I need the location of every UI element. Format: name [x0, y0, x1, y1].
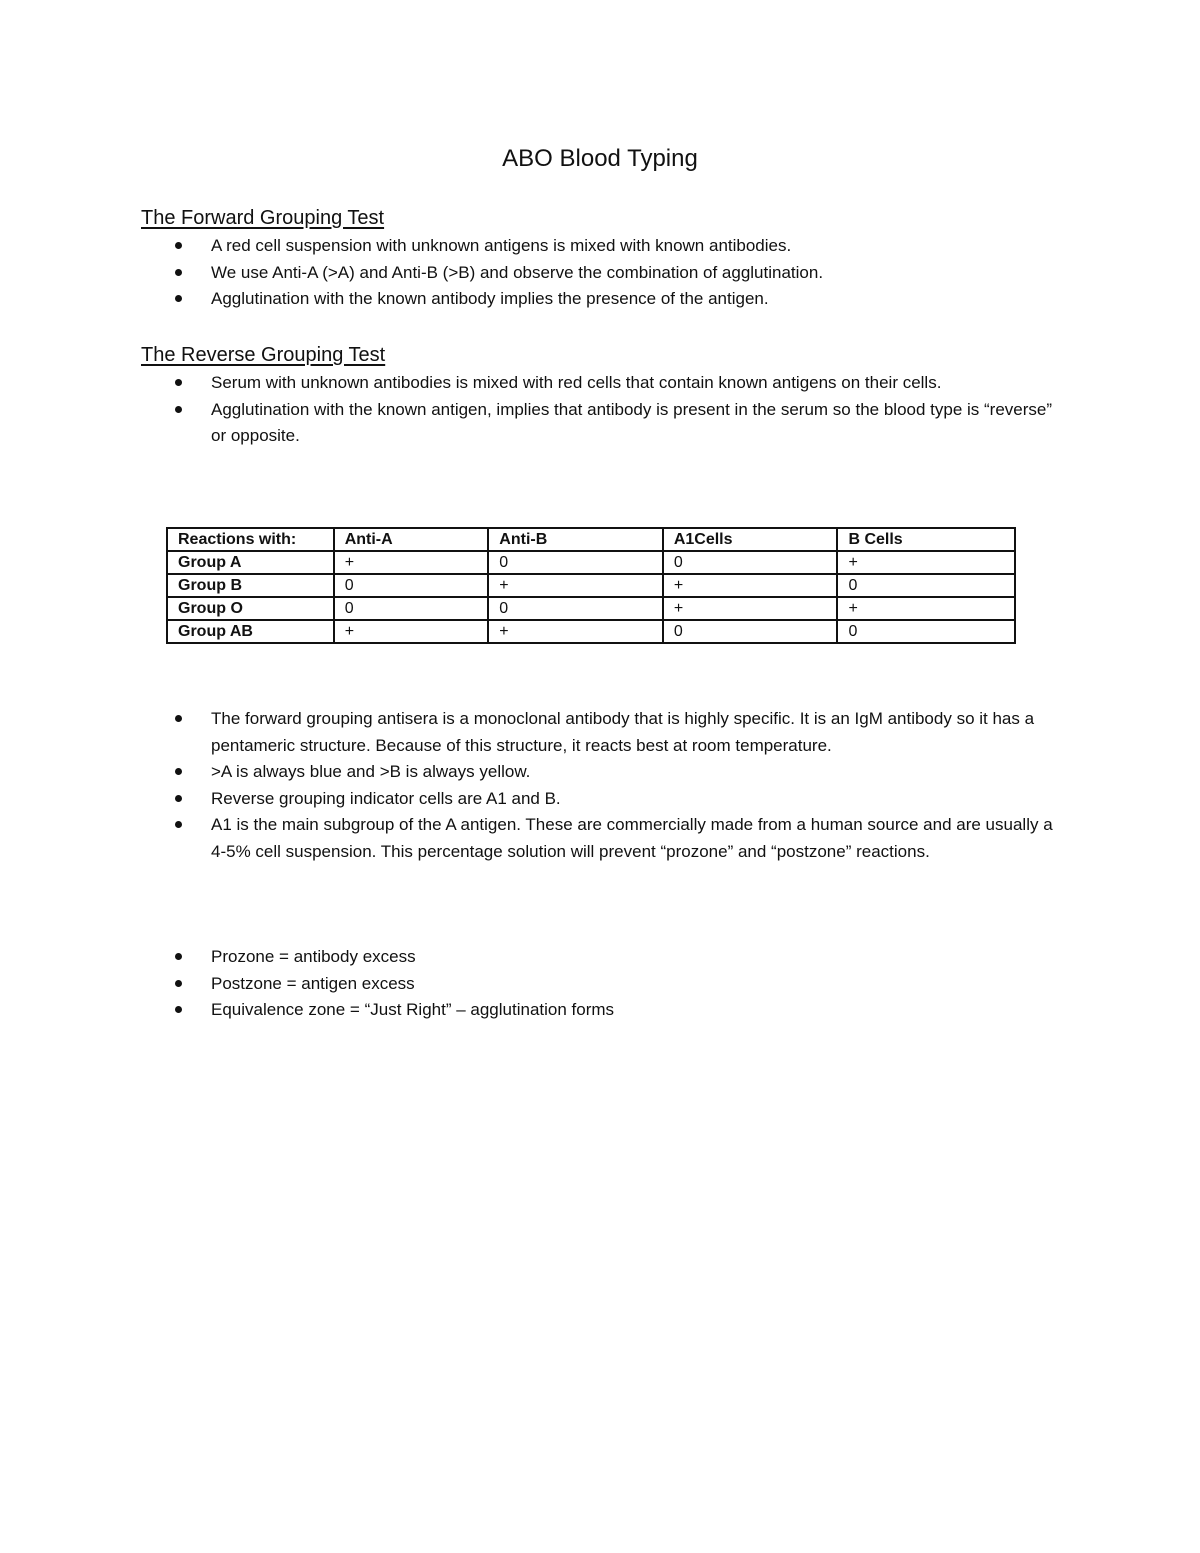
table-cell: + [663, 597, 838, 620]
table-header-cell: B Cells [837, 528, 1015, 551]
table-row [167, 574, 1015, 597]
row-label-cell: Group AB [167, 620, 334, 643]
table-cell: 0 [488, 597, 663, 620]
bullet-icon [175, 242, 182, 249]
table-cell: + [334, 551, 489, 574]
table-header-cell: A1Cells [663, 528, 838, 551]
list-item: Serum with unknown antibodies is mixed with red cells that contain known antigens on their cells. [0, 370, 1071, 397]
list-item: Agglutination with the known antigen, implies that antibody is present in the serum so the blood type is “reverse” or opposite. [0, 397, 1071, 450]
table-cell: 0 [663, 620, 838, 643]
table-cell: + [488, 620, 663, 643]
forward-grouping-list [0, 233, 1071, 313]
document-title: ABO Blood Typing [502, 145, 698, 172]
table-row [167, 620, 1015, 643]
table-cell: 0 [334, 574, 489, 597]
table-cell: 0 [837, 574, 1015, 597]
table-cell: + [334, 620, 489, 643]
reverse-grouping-list [0, 370, 1071, 450]
bullet-icon [175, 406, 182, 413]
table-cell: + [488, 574, 663, 597]
table-cell: 0 [663, 551, 838, 574]
list-item: The forward grouping antisera is a monoclonal antibody that is highly specific. It is an IgM antibody so it has a pentameric structure. Because of this structure, it reacts best at room temperature. [0, 706, 1071, 759]
zones-list [0, 944, 1071, 1024]
table-header-cell: Anti-A [334, 528, 489, 551]
row-label-cell: Group B [167, 574, 334, 597]
bullet-icon [175, 953, 182, 960]
table-cell: 0 [837, 620, 1015, 643]
table-header-cell: Reactions with: [167, 528, 334, 551]
table-row [167, 551, 1015, 574]
reverse-grouping-heading: The Reverse Grouping Test [141, 344, 386, 366]
list-item: Prozone = antibody excess [0, 944, 1071, 971]
row-label-cell: Group O [167, 597, 334, 620]
bullet-icon [175, 1006, 182, 1013]
notes-list [0, 706, 1071, 865]
list-item: Equivalence zone = “Just Right” – agglutination forms [0, 997, 1071, 1024]
table-header-row [167, 528, 1015, 551]
reactions-table [166, 527, 1016, 644]
list-item: Reverse grouping indicator cells are A1 and B. [0, 786, 1071, 813]
bullet-icon [175, 768, 182, 775]
bullet-icon [175, 795, 182, 802]
bullet-icon [175, 980, 182, 987]
table-row [167, 597, 1015, 620]
bullet-icon [175, 379, 182, 386]
list-item: Agglutination with the known antibody implies the presence of the antigen. [0, 286, 1071, 313]
table-cell: + [663, 574, 838, 597]
table-cell: 0 [334, 597, 489, 620]
table-cell: + [837, 551, 1015, 574]
row-label-cell: Group A [167, 551, 334, 574]
list-item: Postzone = antigen excess [0, 971, 1071, 998]
bullet-icon [175, 715, 182, 722]
table-cell: 0 [488, 551, 663, 574]
list-item: >A is always blue and >B is always yellow. [0, 759, 1071, 786]
table-header-cell: Anti-B [488, 528, 663, 551]
bullet-icon [175, 821, 182, 828]
forward-grouping-heading: The Forward Grouping Test [141, 207, 385, 229]
bullet-icon [175, 269, 182, 276]
list-item: A1 is the main subgroup of the A antigen. These are commercially made from a human source and are usually a 4-5% cell suspension. This percentage solution will prevent “prozone” and “postzone” reactions. [0, 812, 1071, 865]
list-item: We use Anti-A (>A) and Anti-B (>B) and observe the combination of agglutination. [0, 260, 1071, 287]
table-cell: + [837, 597, 1015, 620]
list-item: A red cell suspension with unknown antigens is mixed with known antibodies. [0, 233, 1071, 260]
bullet-icon [175, 295, 182, 302]
